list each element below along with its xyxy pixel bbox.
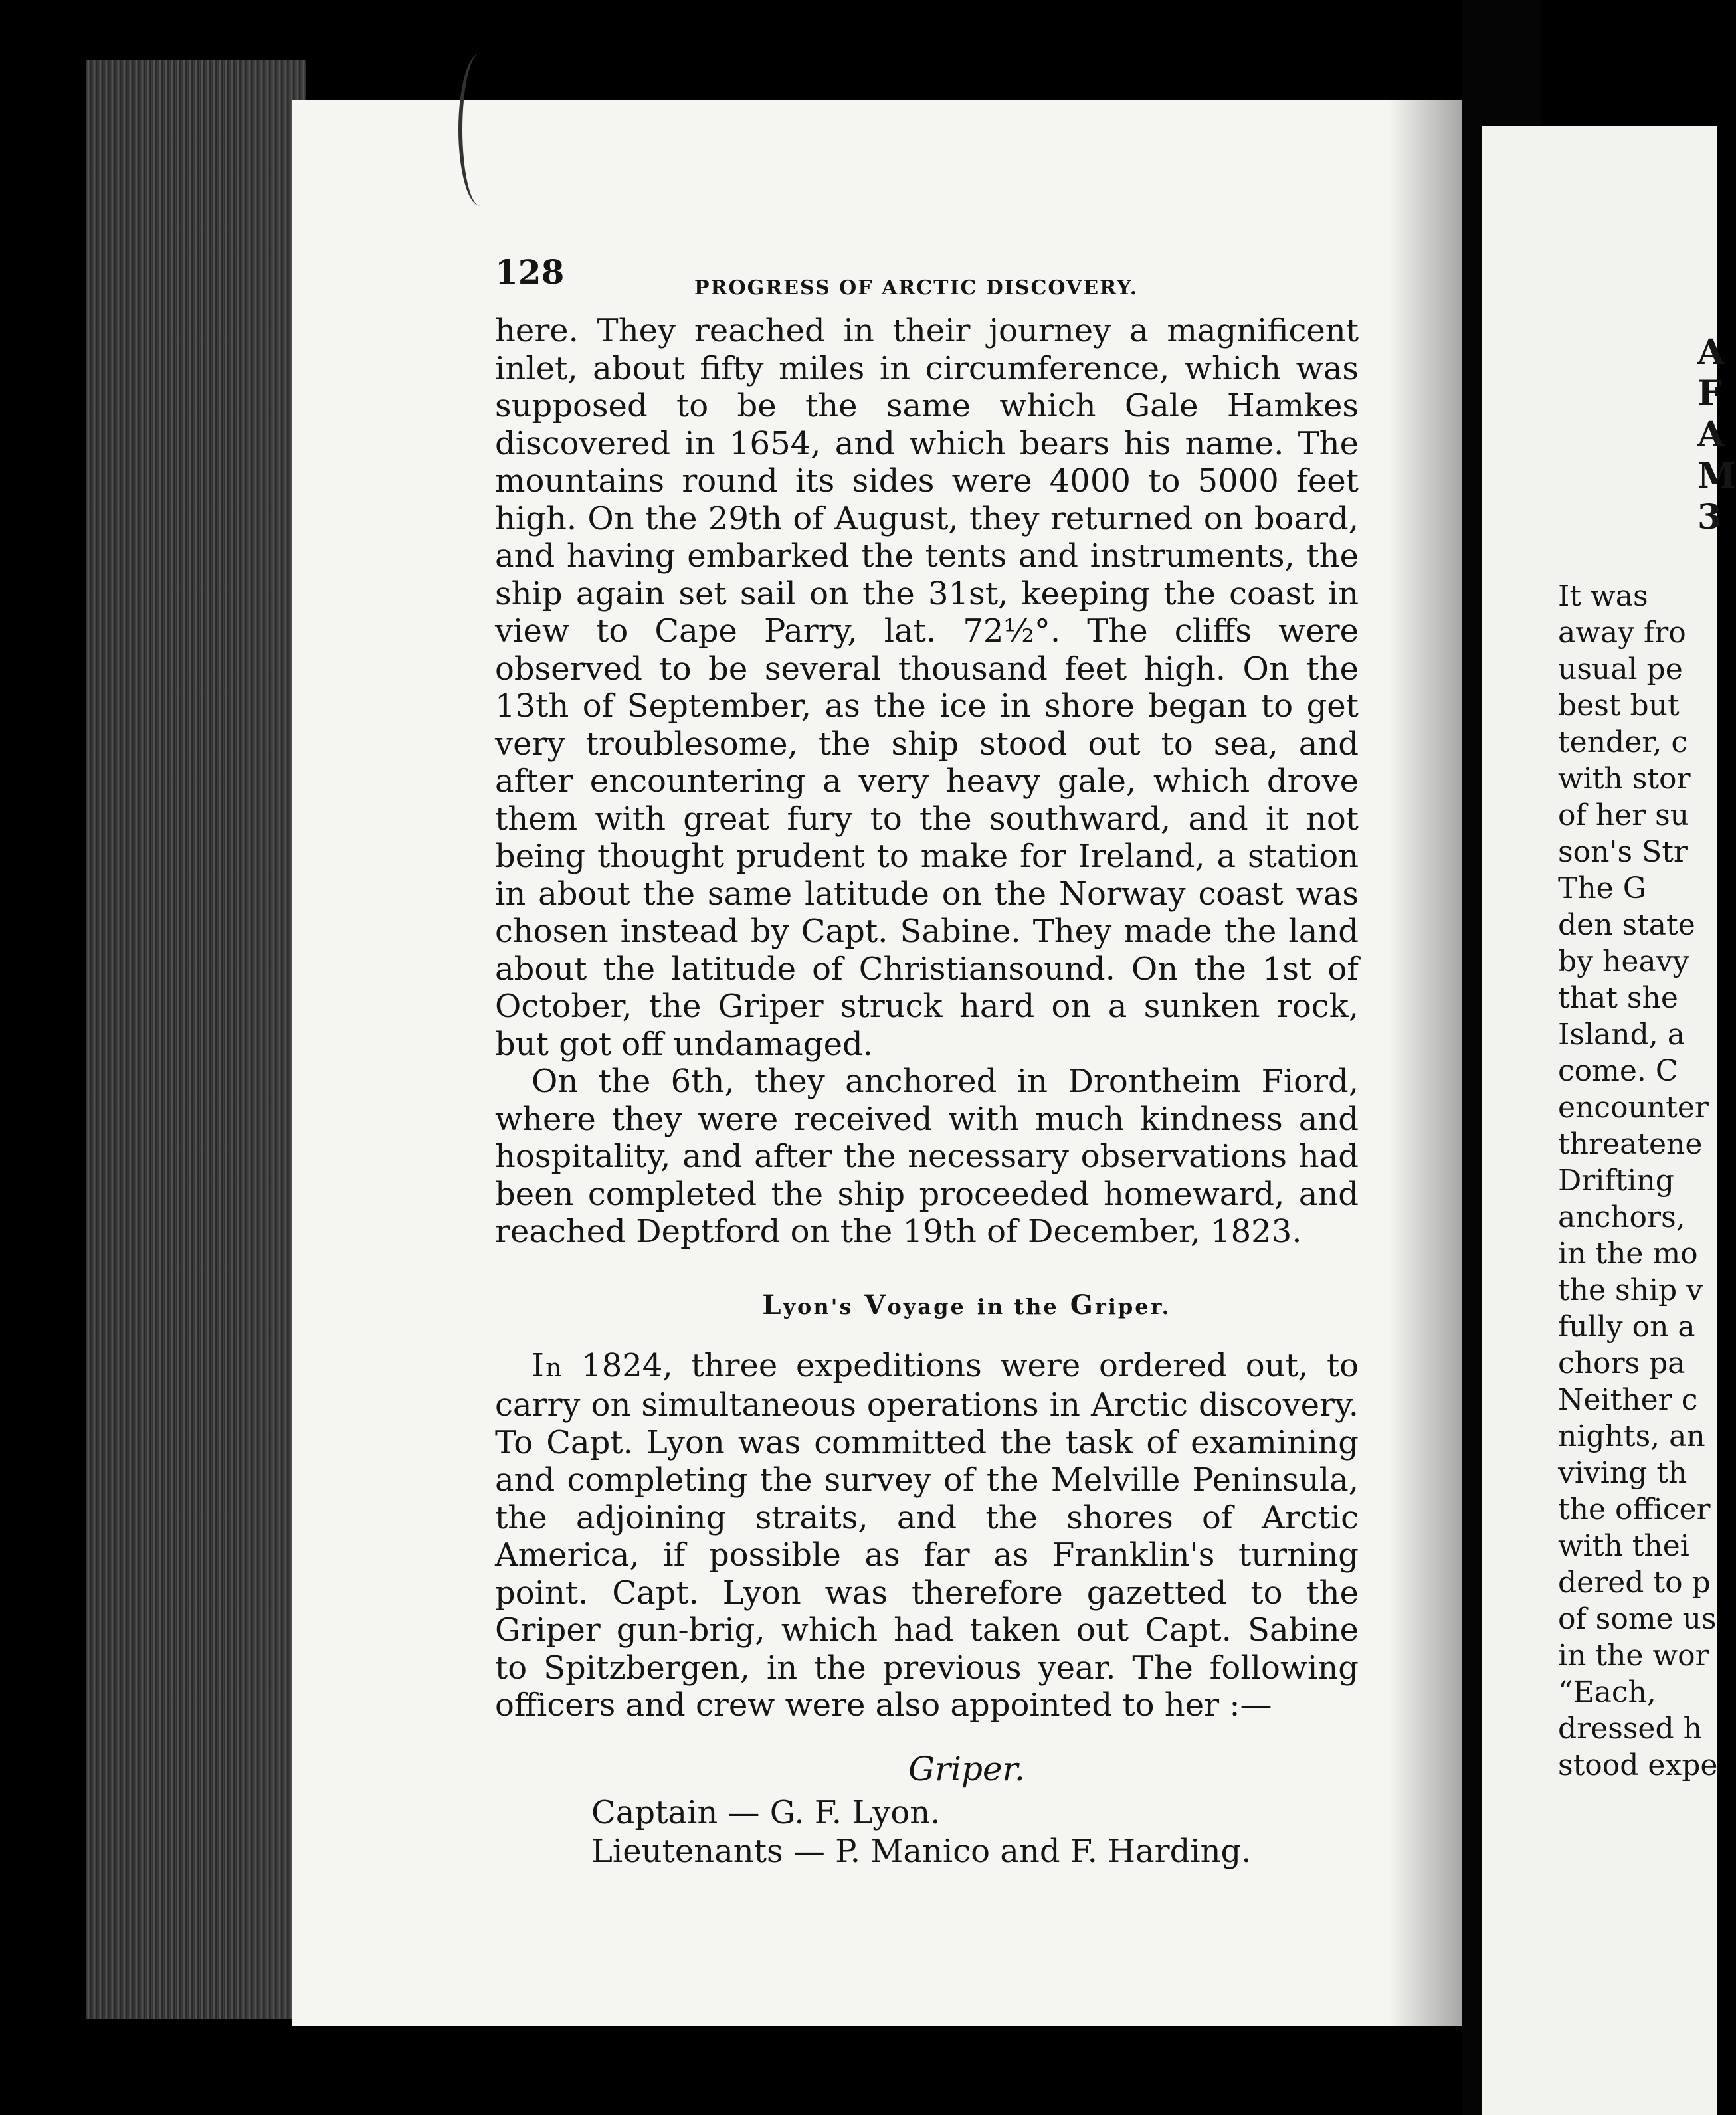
right-page-line: away fro	[1558, 616, 1686, 650]
right-page-line: “Each,	[1558, 1675, 1656, 1709]
right-page-cap: 3	[1697, 497, 1722, 537]
page-edges	[86, 60, 306, 2019]
right-page-line: of some us	[1558, 1602, 1717, 1636]
right-page-line: fully on a	[1558, 1310, 1695, 1344]
right-page-line: viving th	[1558, 1456, 1688, 1490]
ship-title: Griper.	[908, 1749, 1025, 1788]
title-voyage-initial: V	[864, 1289, 888, 1321]
roster-captain: Captain — G. F. Lyon.	[591, 1793, 941, 1831]
right-page-line: dered to p	[1558, 1566, 1711, 1600]
left-page-content	[495, 252, 1359, 1871]
paragraph-2: On the 6th, they anchored in Drontheim Fiord, where they were received with much kindness and hospitality, and after the necessary observations had been completed the ship proceeded homeward, and reached Deptford on the 19th of December, 1823.	[495, 1063, 1359, 1250]
right-page-line: Island, a	[1558, 1018, 1685, 1052]
right-page-line: that she	[1558, 981, 1678, 1015]
body-text	[495, 312, 1359, 1871]
title-lyon-rest: yon's	[783, 1293, 854, 1319]
right-page-fragment	[1558, 332, 1736, 1784]
right-page-line: the officer	[1558, 1493, 1711, 1526]
crew-roster	[591, 1793, 1359, 1871]
right-page-line: of her su	[1558, 798, 1689, 832]
right-page-line: Neither c	[1558, 1383, 1698, 1417]
spine-shadow	[1389, 100, 1468, 2026]
lead-initial: I	[531, 1346, 545, 1384]
right-page-line: come. C	[1558, 1054, 1678, 1088]
title-griper-rest: riper.	[1094, 1293, 1171, 1319]
section-title	[575, 1289, 1359, 1321]
right-page-line: by heavy	[1558, 945, 1689, 978]
title-in-the: in the	[977, 1293, 1059, 1319]
right-page-line: usual pe	[1558, 652, 1683, 686]
right-page-line: best but	[1558, 689, 1680, 723]
title-griper-initial: G	[1070, 1289, 1095, 1321]
page-header	[495, 252, 1359, 312]
right-page-line: Drifting	[1558, 1164, 1674, 1198]
right-page-line: The G	[1558, 872, 1646, 905]
paragraph-3	[495, 1347, 1359, 1724]
right-page-line: nights, an	[1558, 1420, 1705, 1453]
title-voyage-rest: oyage	[887, 1293, 966, 1319]
running-head: PROGRESS OF ARCTIC DISCOVERY.	[694, 276, 1139, 300]
right-page-line: son's Str	[1558, 835, 1688, 869]
right-page-line: It was	[1558, 579, 1648, 613]
right-page-spacer	[1558, 538, 1731, 578]
right-page-line: threatene	[1558, 1127, 1703, 1161]
roster-lieutenants: Lieutenants — P. Manico and F. Harding.	[591, 1832, 1252, 1870]
right-page-line: chors pa	[1558, 1346, 1686, 1380]
right-page-line: in the mo	[1558, 1237, 1698, 1271]
right-page-line: dressed h	[1558, 1712, 1702, 1746]
right-page-cap: A	[1697, 332, 1725, 373]
paragraph-1: here. They reached in their journey a magnificent inlet, about fifty miles in circumference, which was supposed to be the same which Gale Hamkes discovered in 1654, and which bears his name. The mountains round its sides were 4000 to 5000 feet high. On the 29th of August, they returned on board, and having embarked the tents and instruments, the ship again set sail on the 31st, keeping the coast in view to Cape Parry, lat. 72½°. The cliffs were observed to be several thousand feet high. On the 13th of September, as the ice in shore began to get very troublesome, the ship stood out to sea, and after encountering a very heavy gale, which drove them with great fury to the southward, and it not being thought prudent to make for Ireland, a station in about the same latitude on the Norway coast was chosen instead by Capt. Sabine. They made the land about the latitude of Christiansound. On the 1st of October, the Griper struck hard on a sunken rock, but got off undamaged.	[495, 312, 1359, 1063]
right-page-line: the ship v	[1558, 1273, 1703, 1307]
right-page-cap: M	[1697, 456, 1736, 496]
right-page-cap: F	[1697, 373, 1722, 414]
right-page-line: den state	[1558, 908, 1695, 942]
right-page-cap: A	[1697, 414, 1725, 455]
right-page-line: in the wor	[1558, 1639, 1709, 1673]
lead-rest: n	[545, 1352, 563, 1382]
right-page-line: encounter	[1558, 1091, 1709, 1125]
page-number: 128	[495, 252, 565, 292]
right-page-line: with stor	[1558, 762, 1691, 796]
pencil-mark	[458, 53, 502, 206]
paragraph-3-text: 1824, three expeditions were ordered out, to carry on simultaneous operations in Arctic discovery. To Capt. Lyon was committed the task of examining and completing the survey of the Melville Peninsula, the adjoining straits, and the shores of Arctic America, if possible as far as Franklin's turning point. Capt. Lyon was therefore gazetted to the Griper gun-brig, which had taken out Capt. Sabine to Spitzbergen, in the previous year. The following officers and crew were also appointed to her :—	[495, 1346, 1359, 1724]
right-page-line: with thei	[1558, 1529, 1689, 1563]
title-lyon-initial: L	[762, 1289, 783, 1321]
lead-word	[531, 1347, 563, 1384]
right-page-line: tender, c	[1558, 725, 1688, 759]
right-page-line: anchors,	[1558, 1200, 1686, 1234]
right-page-line: stood expe	[1558, 1748, 1718, 1782]
